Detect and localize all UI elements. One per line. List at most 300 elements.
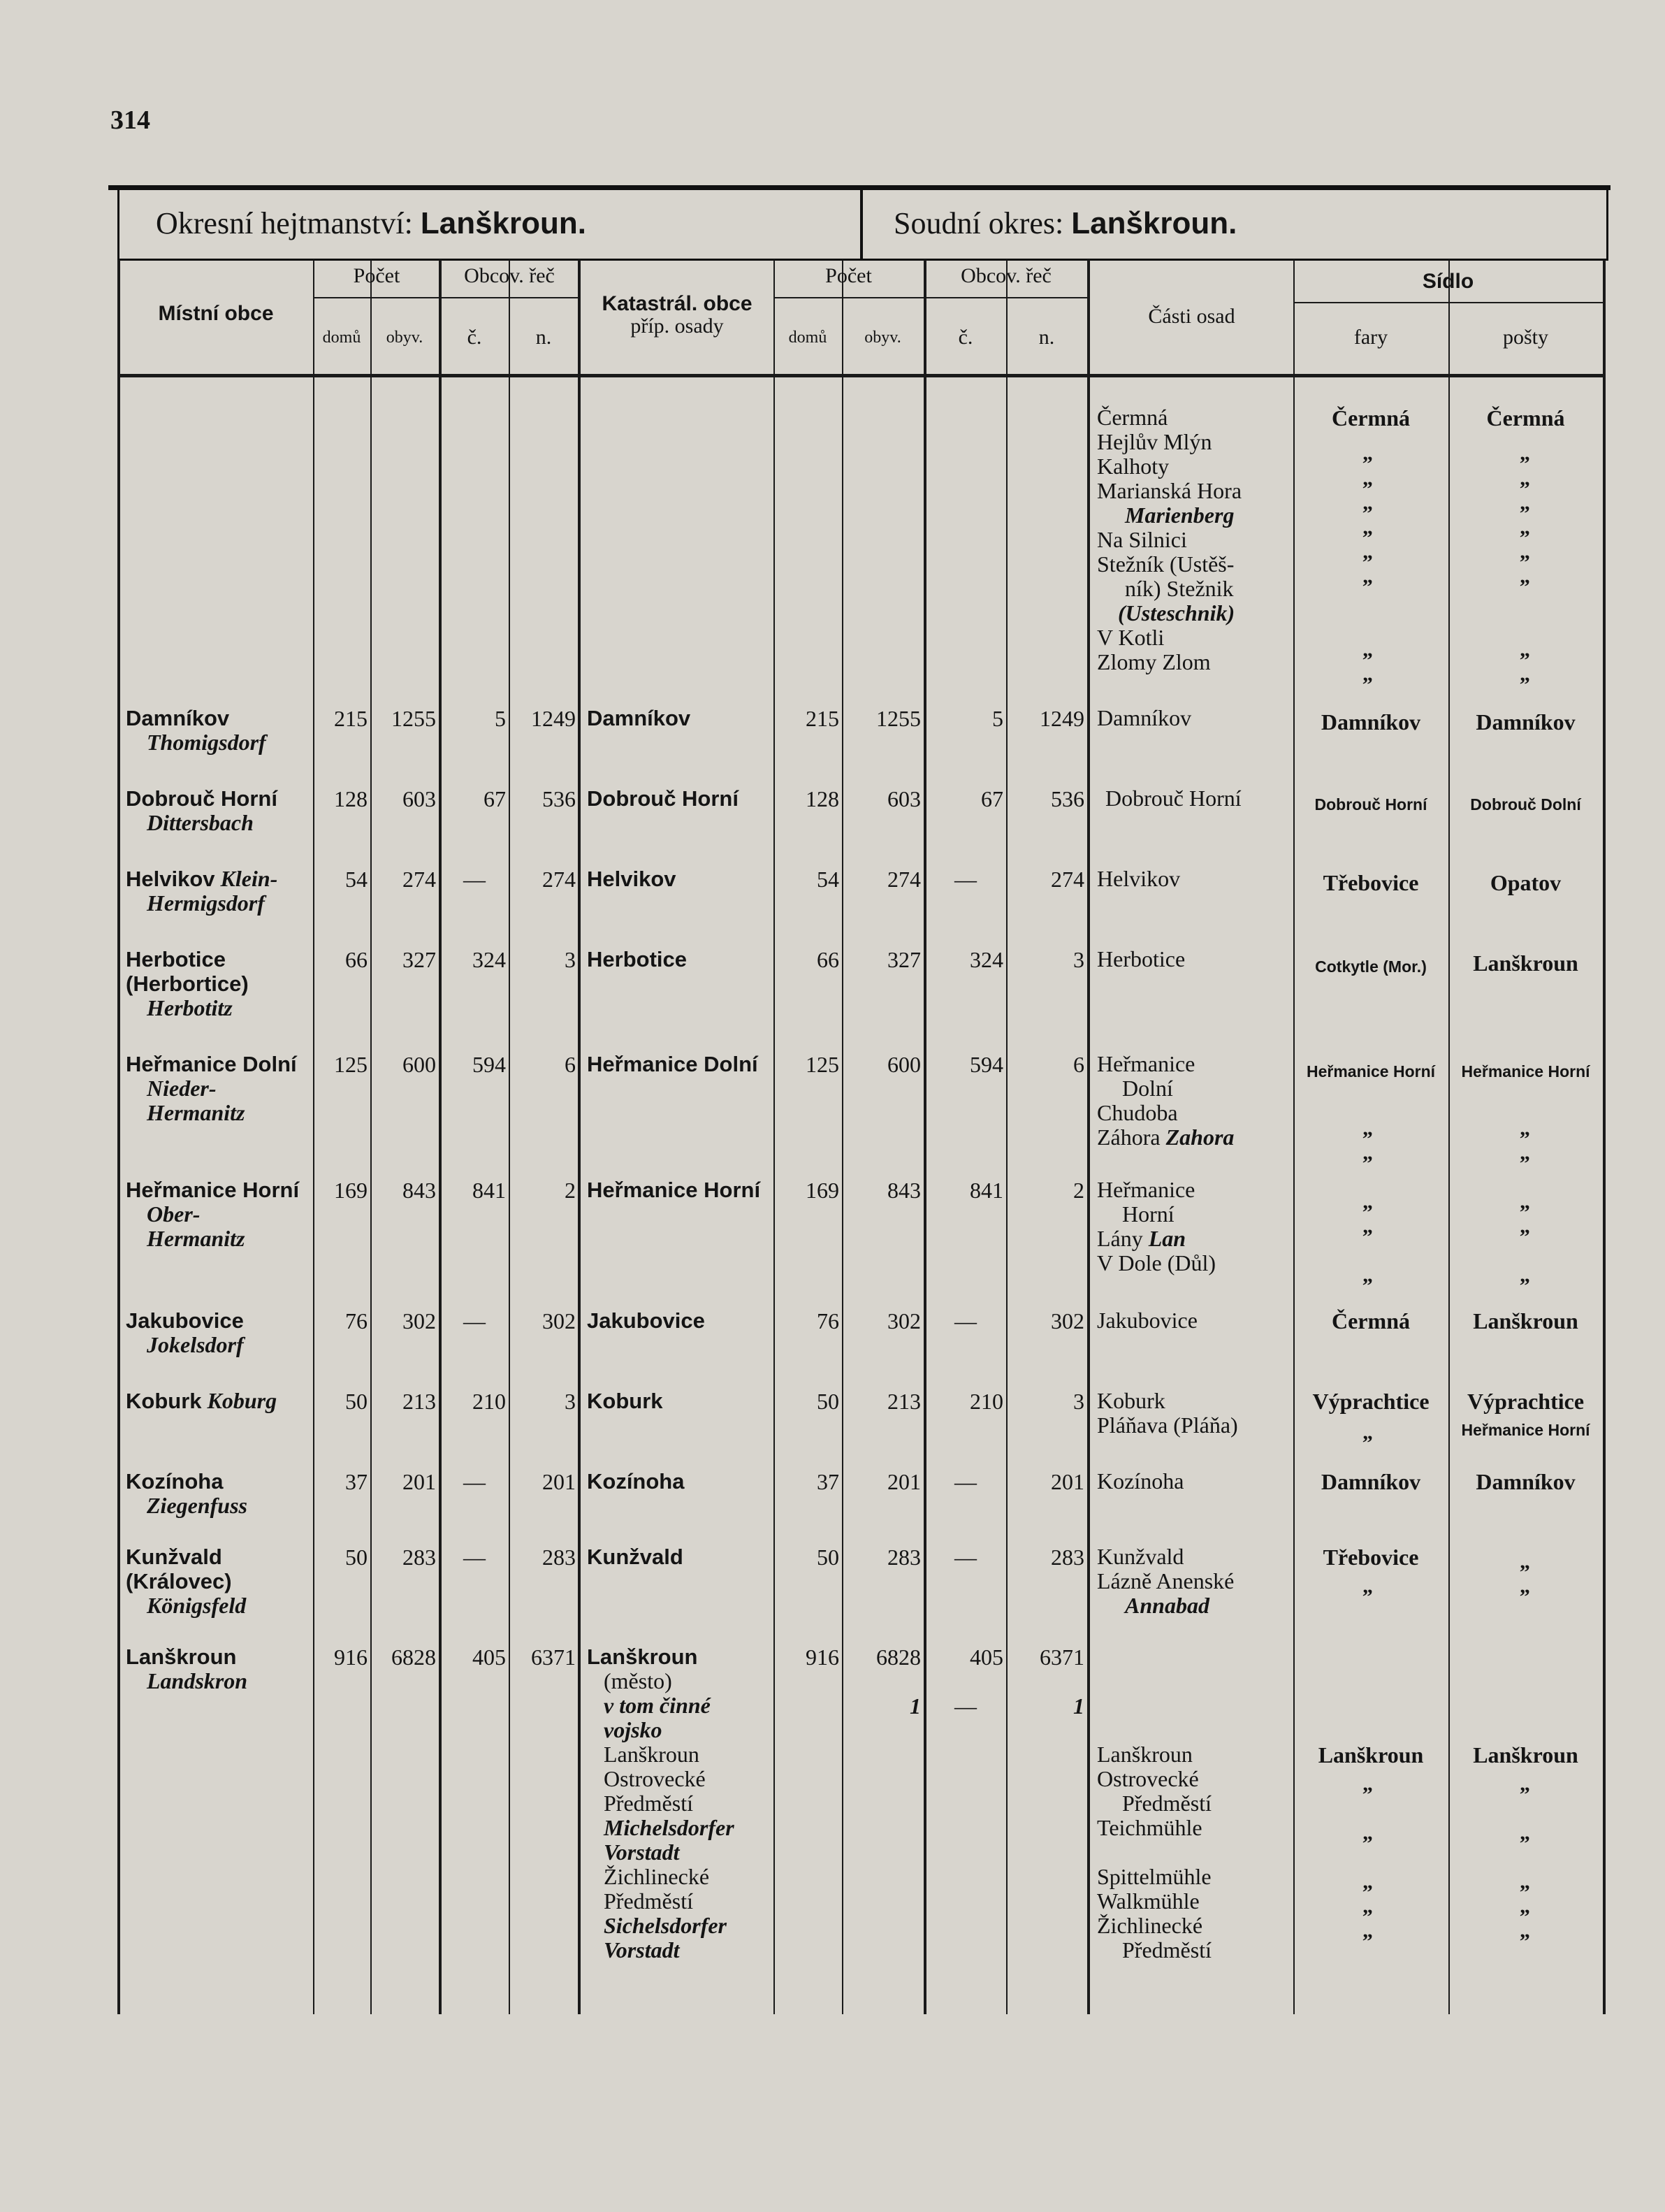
posta: Heřmanice Horní bbox=[1461, 1421, 1590, 1439]
col-obcov-rec-2: Obcov. řeč bbox=[961, 264, 1052, 287]
vojsko-c: — bbox=[954, 1693, 977, 1719]
part: Stežník (Ustěš- bbox=[1097, 551, 1235, 577]
top-posta: Čermná bbox=[1486, 405, 1565, 431]
domu: 66 bbox=[345, 947, 368, 972]
katastr: Koburk bbox=[587, 1389, 663, 1413]
rec-n: 536 bbox=[542, 786, 576, 811]
rec-n: 3 bbox=[565, 947, 576, 972]
row-damnikov bbox=[126, 706, 266, 755]
cast-osady: Heřmanice bbox=[1097, 1177, 1195, 1202]
col-mistni-obce: Místní obce bbox=[158, 302, 274, 325]
row-kozinoha bbox=[126, 1469, 247, 1518]
katastr: Herbotice bbox=[587, 947, 687, 971]
part: Kalhoty bbox=[1097, 454, 1170, 479]
grid-line bbox=[924, 260, 926, 2014]
ditto-mark: „ bbox=[1520, 1575, 1530, 1598]
fara: Třebovice bbox=[1323, 1545, 1419, 1570]
ditto-mark: „ bbox=[1362, 1215, 1373, 1238]
katastr-sub: Vorstadt bbox=[604, 1937, 680, 1962]
ditto-mark: „ bbox=[1362, 1870, 1373, 1893]
kat-domu: 50 bbox=[817, 1389, 839, 1414]
ditto-mark: „ bbox=[1362, 565, 1373, 588]
kat-c: 5 bbox=[992, 706, 1003, 731]
col-casti-osad: Části osad bbox=[1148, 305, 1235, 328]
casti-osad bbox=[1097, 1389, 1238, 1438]
rec-n: 6 bbox=[565, 1052, 576, 1077]
obec-german: Landskron bbox=[147, 1668, 248, 1693]
kat-obyv: 843 bbox=[887, 1178, 921, 1203]
casti-osad bbox=[1097, 1052, 1234, 1150]
ditto-mark: „ bbox=[1520, 1870, 1530, 1893]
domu: 215 bbox=[334, 706, 368, 731]
cast-osady: Heřmanice bbox=[1097, 1051, 1195, 1076]
ditto-mark: „ bbox=[1362, 1895, 1373, 1918]
grid-line bbox=[578, 260, 581, 2014]
fara: Výprachtice bbox=[1312, 1389, 1430, 1414]
ditto-mark: „ bbox=[1520, 1264, 1530, 1287]
col-obyv-2: obyv. bbox=[864, 328, 901, 347]
cast-osady: Teichmühle bbox=[1097, 1815, 1202, 1840]
part: Čermná bbox=[1097, 405, 1168, 430]
grid-line bbox=[842, 260, 843, 2014]
kat-n: 283 bbox=[1051, 1545, 1084, 1570]
row-hermanice-horni bbox=[126, 1178, 299, 1251]
rec-c: — bbox=[463, 1469, 486, 1494]
ditto-mark: „ bbox=[1520, 491, 1530, 514]
grid-line bbox=[509, 260, 510, 2014]
cast-osady: Záhora bbox=[1097, 1125, 1161, 1150]
kat-c: 405 bbox=[970, 1644, 1003, 1670]
katastr: Dobrouč Horní bbox=[587, 786, 739, 811]
cast-osady: Chudoba bbox=[1097, 1100, 1178, 1125]
obec-name: Heřmanice Dolní bbox=[126, 1052, 297, 1076]
col-c-2: č. bbox=[958, 326, 973, 349]
posta: Damníkov bbox=[1476, 1469, 1576, 1494]
ditto-mark: „ bbox=[1520, 565, 1530, 588]
top-group-parts bbox=[1097, 405, 1242, 674]
domu: 169 bbox=[334, 1178, 368, 1203]
grid-line bbox=[773, 297, 1087, 298]
domu: 50 bbox=[345, 1545, 368, 1570]
kat-domu: 76 bbox=[817, 1308, 839, 1333]
col-domu: domů bbox=[322, 328, 361, 347]
rec-n: 302 bbox=[542, 1308, 576, 1333]
cast-osady: V Dole (Důl) bbox=[1097, 1250, 1216, 1275]
ditto-mark: „ bbox=[1362, 516, 1373, 539]
col-sidlo: Sídlo bbox=[1422, 270, 1474, 293]
cast-osady: Lány bbox=[1097, 1226, 1143, 1251]
ditto-mark: „ bbox=[1520, 1141, 1530, 1164]
col-pocet-2: Počet bbox=[825, 264, 872, 287]
obec-name: Herbotice bbox=[126, 947, 226, 971]
grid-line bbox=[439, 260, 442, 2014]
cast-osady: Horní bbox=[1122, 1201, 1175, 1227]
posta: Lanškroun bbox=[1473, 950, 1578, 976]
obyv: 302 bbox=[402, 1308, 436, 1333]
obec-name-alt: (Herbortice) bbox=[126, 971, 249, 996]
grid-line bbox=[370, 260, 372, 2014]
okres-label: Okresní hejtmanství: bbox=[156, 206, 413, 240]
ditto-mark: „ bbox=[1362, 540, 1373, 563]
kat-c: 67 bbox=[981, 786, 1003, 811]
cast-osady: Lázně Anenské bbox=[1097, 1568, 1235, 1593]
obec-name: Heřmanice Horní bbox=[126, 1178, 300, 1202]
ditto-mark: „ bbox=[1520, 663, 1530, 686]
soud-heading bbox=[894, 205, 1237, 241]
obyv: 600 bbox=[402, 1052, 436, 1077]
kat-obyv: 302 bbox=[887, 1308, 921, 1333]
col-obyv: obyv. bbox=[386, 328, 423, 347]
domu: 37 bbox=[345, 1469, 368, 1494]
soud-value: Lanškroun. bbox=[1071, 206, 1237, 240]
rec-c: 324 bbox=[472, 947, 506, 972]
fara: Heřmanice Horní bbox=[1306, 1062, 1436, 1080]
okres-heading bbox=[156, 205, 586, 241]
obec-german-1: Ober- bbox=[147, 1201, 201, 1227]
ditto-mark: „ bbox=[1362, 467, 1373, 490]
kat-n: 1249 bbox=[1040, 706, 1084, 731]
ditto-mark: „ bbox=[1520, 442, 1530, 465]
posta: Výprachtice bbox=[1467, 1389, 1585, 1414]
domu: 50 bbox=[345, 1389, 368, 1414]
ditto-mark: „ bbox=[1520, 1550, 1530, 1573]
kat-c: — bbox=[954, 1545, 977, 1570]
part: Zlomy Zlom bbox=[1097, 649, 1211, 674]
obec-german-1: Klein- bbox=[220, 866, 278, 891]
kat-n: 6 bbox=[1073, 1052, 1084, 1077]
grid-line bbox=[1087, 260, 1090, 2014]
cast-osady: Kozínoha bbox=[1097, 1468, 1184, 1494]
posta: Damníkov bbox=[1476, 709, 1576, 735]
domu: 128 bbox=[334, 786, 368, 811]
obyv: 201 bbox=[402, 1469, 436, 1494]
obec-german: Hermigsdorf bbox=[147, 890, 265, 916]
kat-obyv: 603 bbox=[887, 786, 921, 811]
kat-domu: 125 bbox=[806, 1052, 839, 1077]
rec-n: 201 bbox=[542, 1469, 576, 1494]
katastr-sub: Vorstadt bbox=[604, 1839, 680, 1865]
rec-c: — bbox=[463, 867, 486, 892]
obyv: 274 bbox=[402, 867, 436, 892]
kat-domu: 916 bbox=[806, 1644, 839, 1670]
grid-line bbox=[1603, 260, 1606, 2014]
katastr-sub: Sichelsdorfer bbox=[604, 1913, 727, 1938]
katastr: Heřmanice Dolní bbox=[587, 1052, 758, 1076]
kat-domu: 54 bbox=[817, 867, 839, 892]
obec-name: Koburk bbox=[126, 1389, 202, 1413]
kat-domu: 128 bbox=[806, 786, 839, 811]
part: V Kotli bbox=[1097, 625, 1165, 650]
col-domu-2: domů bbox=[788, 328, 827, 347]
kat-c: — bbox=[954, 1308, 977, 1333]
posta: Lanškroun bbox=[1473, 1308, 1578, 1333]
rec-n: 274 bbox=[542, 867, 576, 892]
ditto-mark: „ bbox=[1362, 1821, 1373, 1844]
top-rule bbox=[108, 185, 1611, 190]
ditto-mark: „ bbox=[1362, 663, 1373, 686]
row-helvikov bbox=[126, 867, 277, 916]
row-herbotice bbox=[126, 947, 249, 1020]
cast-german: Annabad bbox=[1125, 1593, 1209, 1618]
kat-domu: 215 bbox=[806, 706, 839, 731]
rec-c: — bbox=[463, 1545, 486, 1570]
obec-german-1: Nieder- bbox=[147, 1076, 217, 1101]
ditto-mark: „ bbox=[1520, 1190, 1530, 1213]
katastr: Jakubovice bbox=[587, 1308, 705, 1333]
kat-n: 3 bbox=[1073, 947, 1084, 972]
katastr-block bbox=[587, 1644, 734, 1962]
part: (Usteschnik) bbox=[1118, 600, 1235, 626]
rec-n: 6371 bbox=[531, 1644, 576, 1670]
obec-name: Damníkov bbox=[126, 706, 230, 730]
ditto-mark: „ bbox=[1520, 516, 1530, 539]
katastr-note: v tom činné bbox=[604, 1693, 711, 1718]
cast-osady: Kunžvald bbox=[1097, 1544, 1184, 1569]
col-c: č. bbox=[467, 326, 482, 349]
row-hermanice-dolni bbox=[126, 1052, 297, 1125]
ditto-mark: „ bbox=[1520, 467, 1530, 490]
kat-obyv: 600 bbox=[887, 1052, 921, 1077]
obec-name: Kunžvald bbox=[126, 1545, 222, 1569]
rec-c: 5 bbox=[495, 706, 506, 731]
grid-line bbox=[117, 260, 120, 2014]
obec-name-alt: (Královec) bbox=[126, 1569, 232, 1593]
ditto-mark: „ bbox=[1520, 1895, 1530, 1918]
rec-n: 3 bbox=[565, 1389, 576, 1414]
lanskroun-casti bbox=[1097, 1742, 1212, 1962]
ditto-mark: „ bbox=[1362, 1117, 1373, 1140]
kat-c: — bbox=[954, 867, 977, 892]
katastr-sub: Michelsdorfer bbox=[604, 1815, 734, 1840]
page-number: 314 bbox=[110, 106, 150, 135]
kat-obyv: 327 bbox=[887, 947, 921, 972]
cast-osady: Damníkov bbox=[1097, 705, 1192, 730]
cast-osady: Předměstí bbox=[1122, 1937, 1212, 1962]
katastr-note: vojsko bbox=[604, 1717, 662, 1742]
cast-osady: Walkmühle bbox=[1097, 1888, 1200, 1914]
cast-osady: Spittelmühle bbox=[1097, 1864, 1212, 1889]
domu: 54 bbox=[345, 867, 368, 892]
part: Na Silnici bbox=[1097, 527, 1187, 552]
ditto-mark: „ bbox=[1520, 1215, 1530, 1238]
fara: Dobrouč Horní bbox=[1314, 795, 1427, 814]
kat-obyv: 274 bbox=[887, 867, 921, 892]
header-divider bbox=[860, 190, 863, 259]
district-header bbox=[117, 190, 1608, 261]
grid-line bbox=[1293, 302, 1603, 303]
kat-obyv: 6828 bbox=[876, 1644, 921, 1670]
fara: Damníkov bbox=[1321, 1469, 1421, 1494]
katastr: Kunžvald bbox=[587, 1545, 683, 1569]
casti-osad bbox=[1097, 1545, 1234, 1618]
ditto-mark: „ bbox=[1362, 1190, 1373, 1213]
posta: Dobrouč Dolní bbox=[1470, 795, 1581, 814]
rec-c: 594 bbox=[472, 1052, 506, 1077]
row-jakubovice bbox=[126, 1308, 244, 1357]
col-katastr-2: příp. osady bbox=[630, 315, 724, 338]
grid-line bbox=[313, 260, 314, 2014]
rec-c: 841 bbox=[472, 1178, 506, 1203]
ditto-mark: „ bbox=[1520, 1821, 1530, 1844]
katastr: Lanškroun bbox=[587, 1644, 698, 1669]
posta: Lanškroun bbox=[1473, 1742, 1578, 1768]
fara: Třebovice bbox=[1323, 870, 1419, 895]
katastr-sub: Ostrovecké bbox=[604, 1766, 706, 1791]
cast-osady: Herbotice bbox=[1097, 946, 1186, 971]
rec-n: 1249 bbox=[531, 706, 576, 731]
casti-osad bbox=[1097, 1178, 1216, 1275]
kat-n: 201 bbox=[1051, 1469, 1084, 1494]
domu: 916 bbox=[334, 1644, 368, 1670]
obec-name: Dobrouč Horní bbox=[126, 786, 277, 811]
obec-german: Herbotitz bbox=[147, 995, 233, 1020]
rec-c: 210 bbox=[472, 1389, 506, 1414]
katastr-note: (město) bbox=[604, 1668, 672, 1693]
fara: Cotkytle (Mor.) bbox=[1315, 957, 1427, 976]
fara: Čermná bbox=[1332, 1308, 1410, 1333]
spacer bbox=[1097, 1840, 1212, 1865]
ditto-mark: „ bbox=[1362, 1919, 1373, 1942]
katastr: Helvikov bbox=[587, 867, 676, 891]
ditto-mark: „ bbox=[1520, 638, 1530, 661]
vojsko-n: 1 bbox=[1073, 1693, 1084, 1719]
row-lanskroun bbox=[126, 1644, 247, 1693]
ditto-mark: „ bbox=[1520, 540, 1530, 563]
kat-n: 302 bbox=[1051, 1308, 1084, 1333]
kat-c: 210 bbox=[970, 1389, 1003, 1414]
rec-n: 2 bbox=[565, 1178, 576, 1203]
kat-n: 2 bbox=[1073, 1178, 1084, 1203]
obec-german: Koburg bbox=[207, 1388, 277, 1413]
kat-n: 274 bbox=[1051, 867, 1084, 892]
obyv: 603 bbox=[402, 786, 436, 811]
kat-obyv: 201 bbox=[887, 1469, 921, 1494]
kat-c: 594 bbox=[970, 1052, 1003, 1077]
col-obcov-rec: Obcov. řeč bbox=[464, 264, 555, 287]
kat-obyv: 1255 bbox=[876, 706, 921, 731]
katastr-sub: Předměstí bbox=[604, 1791, 693, 1816]
row-koburk bbox=[126, 1389, 277, 1413]
ditto-mark: „ bbox=[1520, 1117, 1530, 1140]
kat-domu: 66 bbox=[817, 947, 839, 972]
domu: 125 bbox=[334, 1052, 368, 1077]
kat-c: 841 bbox=[970, 1178, 1003, 1203]
cast-german: Zahora bbox=[1165, 1125, 1235, 1150]
part: Marienberg bbox=[1125, 503, 1235, 528]
obec-name: Helvikov bbox=[126, 867, 215, 891]
rec-c: 405 bbox=[472, 1644, 506, 1670]
row-kunzvald bbox=[126, 1545, 246, 1618]
col-fary: fary bbox=[1353, 326, 1388, 349]
kat-obyv: 283 bbox=[887, 1545, 921, 1570]
col-katastr: Katastrál. obce bbox=[602, 292, 752, 315]
ditto-mark: „ bbox=[1362, 1264, 1373, 1287]
katastr-sub: Předměstí bbox=[604, 1888, 693, 1914]
col-posty: pošty bbox=[1502, 326, 1548, 349]
katastr: Damníkov bbox=[587, 706, 691, 730]
cast-osady: Předměstí bbox=[1122, 1791, 1212, 1816]
cast-osady: Lanškroun bbox=[1097, 1742, 1193, 1767]
col-pocet: Počet bbox=[353, 264, 400, 287]
part: Hejlův Mlýn bbox=[1097, 429, 1212, 454]
col-n: n. bbox=[535, 326, 552, 349]
cast-osady: Dolní bbox=[1122, 1076, 1173, 1101]
posta: Opatov bbox=[1490, 870, 1562, 895]
obec-german: Dittersbach bbox=[147, 810, 254, 835]
kat-c: — bbox=[954, 1469, 977, 1494]
cast-osady: Dobrouč Horní bbox=[1105, 786, 1242, 811]
obec-german: Königsfeld bbox=[147, 1593, 247, 1618]
cast-osady: Ostrovecké bbox=[1097, 1766, 1199, 1791]
obec-name: Kozínoha bbox=[126, 1469, 224, 1494]
cast-german: Lan bbox=[1148, 1226, 1186, 1251]
rec-c: — bbox=[463, 1308, 486, 1333]
rec-c: 67 bbox=[483, 786, 506, 811]
kat-obyv: 213 bbox=[887, 1389, 921, 1414]
vojsko-obyv: 1 bbox=[910, 1693, 921, 1719]
katastr-sub: Lanškroun bbox=[604, 1742, 699, 1767]
kat-domu: 37 bbox=[817, 1469, 839, 1494]
kat-domu: 169 bbox=[806, 1178, 839, 1203]
ditto-mark: „ bbox=[1362, 1141, 1373, 1164]
cast-osady: Pláňava (Pláňa) bbox=[1097, 1412, 1238, 1438]
kat-domu: 50 bbox=[817, 1545, 839, 1570]
katastr-sub: Žichlinecké bbox=[604, 1864, 710, 1889]
okres-value: Lanškroun. bbox=[420, 206, 586, 240]
kat-n: 536 bbox=[1051, 786, 1084, 811]
obec-name: Lanškroun bbox=[126, 1644, 237, 1669]
part: ník) Stežnik bbox=[1125, 576, 1234, 601]
ditto-mark: „ bbox=[1362, 491, 1373, 514]
kat-n: 6371 bbox=[1040, 1644, 1084, 1670]
obec-german: Hermanitz bbox=[147, 1100, 245, 1125]
grid-line bbox=[773, 260, 775, 2014]
part: Marianská Hora bbox=[1097, 478, 1242, 503]
obec-german: Hermanitz bbox=[147, 1226, 245, 1251]
cast-osady: Žichlinecké bbox=[1097, 1913, 1203, 1938]
katastr: Kozínoha bbox=[587, 1469, 685, 1494]
ditto-mark: „ bbox=[1520, 1919, 1530, 1942]
ditto-mark: „ bbox=[1362, 1421, 1373, 1444]
ditto-mark: „ bbox=[1362, 1772, 1373, 1795]
obec-german: Thomigsdorf bbox=[147, 730, 266, 755]
kat-c: 324 bbox=[970, 947, 1003, 972]
obyv: 327 bbox=[402, 947, 436, 972]
obyv: 213 bbox=[402, 1389, 436, 1414]
header-bottom-rule bbox=[117, 374, 1606, 377]
kat-n: 3 bbox=[1073, 1389, 1084, 1414]
cast-osady: Koburk bbox=[1097, 1388, 1165, 1413]
cast-osady: Helvikov bbox=[1097, 866, 1181, 891]
obyv: 843 bbox=[402, 1178, 436, 1203]
col-n-2: n. bbox=[1038, 326, 1055, 349]
ditto-mark: „ bbox=[1520, 1772, 1530, 1795]
obec-german: Ziegenfuss bbox=[147, 1493, 247, 1518]
fara: Lanškroun bbox=[1318, 1742, 1424, 1768]
obec-german: Jokelsdorf bbox=[147, 1332, 244, 1357]
soud-label: Soudní okres: bbox=[894, 206, 1064, 240]
grid-line bbox=[1006, 260, 1008, 2014]
grid-line bbox=[313, 297, 579, 298]
ditto-mark: „ bbox=[1362, 638, 1373, 661]
fara: Damníkov bbox=[1321, 709, 1421, 735]
obyv: 6828 bbox=[391, 1644, 436, 1670]
rec-n: 283 bbox=[542, 1545, 576, 1570]
obyv: 283 bbox=[402, 1545, 436, 1570]
top-fara: Čermná bbox=[1332, 405, 1410, 431]
obyv: 1255 bbox=[391, 706, 436, 731]
ditto-mark: „ bbox=[1362, 442, 1373, 465]
